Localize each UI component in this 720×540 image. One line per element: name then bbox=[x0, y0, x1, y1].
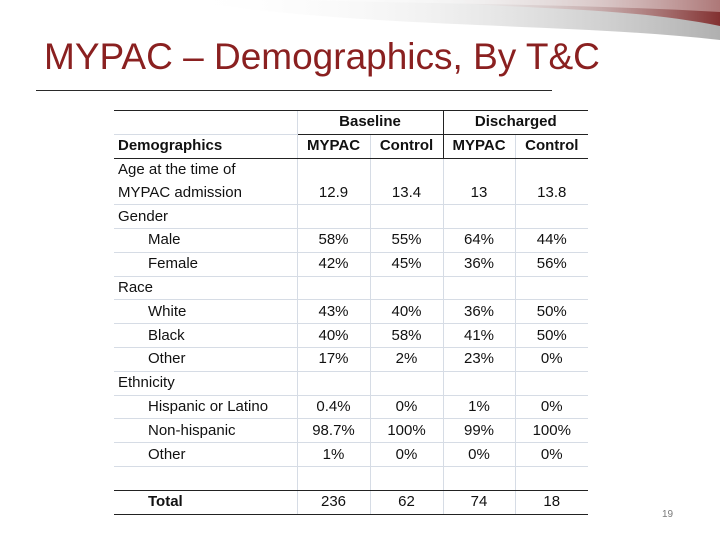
table-row bbox=[114, 395, 588, 419]
table-row bbox=[114, 443, 588, 467]
group-header-baseline: Baseline bbox=[297, 111, 443, 135]
table-cell: 23% bbox=[443, 347, 515, 371]
row-label-male: Male bbox=[114, 228, 297, 252]
column-header-demographics: Demographics bbox=[114, 134, 297, 158]
table-cell: 18 bbox=[515, 490, 588, 514]
table-cell: 44% bbox=[515, 228, 588, 252]
row-label-white: White bbox=[114, 300, 297, 324]
table-cell: 0% bbox=[370, 443, 443, 467]
table-cell: 62 bbox=[370, 490, 443, 514]
table-cell: 13.8 bbox=[515, 181, 588, 204]
table-cell: 50% bbox=[515, 300, 588, 324]
table-cell: 98.7% bbox=[297, 419, 370, 443]
column-header-baseline-mypac: MYPAC bbox=[297, 134, 370, 158]
table-cell: 0% bbox=[515, 443, 588, 467]
table-header-row bbox=[114, 134, 588, 158]
row-label-black: Black bbox=[114, 324, 297, 348]
table-cell: 0% bbox=[515, 347, 588, 371]
demographics-table bbox=[114, 110, 588, 515]
table-cell: 236 bbox=[297, 490, 370, 514]
table-row bbox=[114, 324, 588, 348]
table-row bbox=[114, 205, 588, 229]
table-cell: 12.9 bbox=[297, 181, 370, 204]
table-cell: 36% bbox=[443, 300, 515, 324]
row-label-race: Race bbox=[114, 276, 297, 300]
row-label-age-line2: MYPAC admission bbox=[114, 181, 297, 204]
table-group-header-row bbox=[114, 111, 588, 135]
table-row bbox=[114, 158, 588, 181]
table-row bbox=[114, 252, 588, 276]
column-header-discharged-mypac: MYPAC bbox=[443, 134, 515, 158]
table-spacer-row bbox=[114, 466, 588, 490]
table-cell: 50% bbox=[515, 324, 588, 348]
row-label-age-line1: Age at the time of bbox=[118, 160, 236, 178]
table-cell: 42% bbox=[297, 252, 370, 276]
table-cell: 1% bbox=[443, 395, 515, 419]
table-cell: 13.4 bbox=[370, 181, 443, 204]
row-label-female: Female bbox=[114, 252, 297, 276]
table-row bbox=[114, 228, 588, 252]
table-cell: 36% bbox=[443, 252, 515, 276]
table-cell: 100% bbox=[370, 419, 443, 443]
table-cell: 64% bbox=[443, 228, 515, 252]
table-cell: 56% bbox=[515, 252, 588, 276]
table-cell: 55% bbox=[370, 228, 443, 252]
table-cell: 58% bbox=[297, 228, 370, 252]
table-cell: 1% bbox=[297, 443, 370, 467]
table-row bbox=[114, 181, 588, 204]
column-header-baseline-control: Control bbox=[370, 134, 443, 158]
table-row bbox=[114, 371, 588, 395]
table-cell: 58% bbox=[370, 324, 443, 348]
table-cell: 45% bbox=[370, 252, 443, 276]
table-cell: 40% bbox=[370, 300, 443, 324]
row-label-non-hispanic: Non-hispanic bbox=[114, 419, 297, 443]
group-header-discharged: Discharged bbox=[443, 111, 588, 135]
row-label-ethnicity: Ethnicity bbox=[114, 371, 297, 395]
table-row bbox=[114, 419, 588, 443]
table-total-row bbox=[114, 490, 588, 514]
table-cell: 0.4% bbox=[297, 395, 370, 419]
table-cell: 100% bbox=[515, 419, 588, 443]
row-label-ethnicity-other: Other bbox=[114, 443, 297, 467]
slide-title: MYPAC – Demographics, By T&C bbox=[44, 36, 600, 77]
row-label-hispanic: Hispanic or Latino bbox=[114, 395, 297, 419]
page-number: 19 bbox=[662, 509, 674, 520]
table-cell: 13 bbox=[443, 181, 515, 204]
table-cell: 17% bbox=[297, 347, 370, 371]
table-cell: 0% bbox=[443, 443, 515, 467]
row-label-race-other: Other bbox=[114, 347, 297, 371]
table-cell: 0% bbox=[515, 395, 588, 419]
table-cell: 41% bbox=[443, 324, 515, 348]
table-cell: 40% bbox=[297, 324, 370, 348]
table-cell: 0% bbox=[370, 395, 443, 419]
row-label-total: Total bbox=[114, 490, 297, 514]
table-cell: 2% bbox=[370, 347, 443, 371]
table-blank-cell bbox=[114, 111, 297, 135]
table-row bbox=[114, 347, 588, 371]
title-underline bbox=[36, 90, 552, 91]
table-cell: 74 bbox=[443, 490, 515, 514]
column-header-discharged-control: Control bbox=[515, 134, 588, 158]
row-label-gender: Gender bbox=[114, 205, 297, 229]
table-row bbox=[114, 276, 588, 300]
table-row bbox=[114, 300, 588, 324]
table-cell: 99% bbox=[443, 419, 515, 443]
table-cell: 43% bbox=[297, 300, 370, 324]
